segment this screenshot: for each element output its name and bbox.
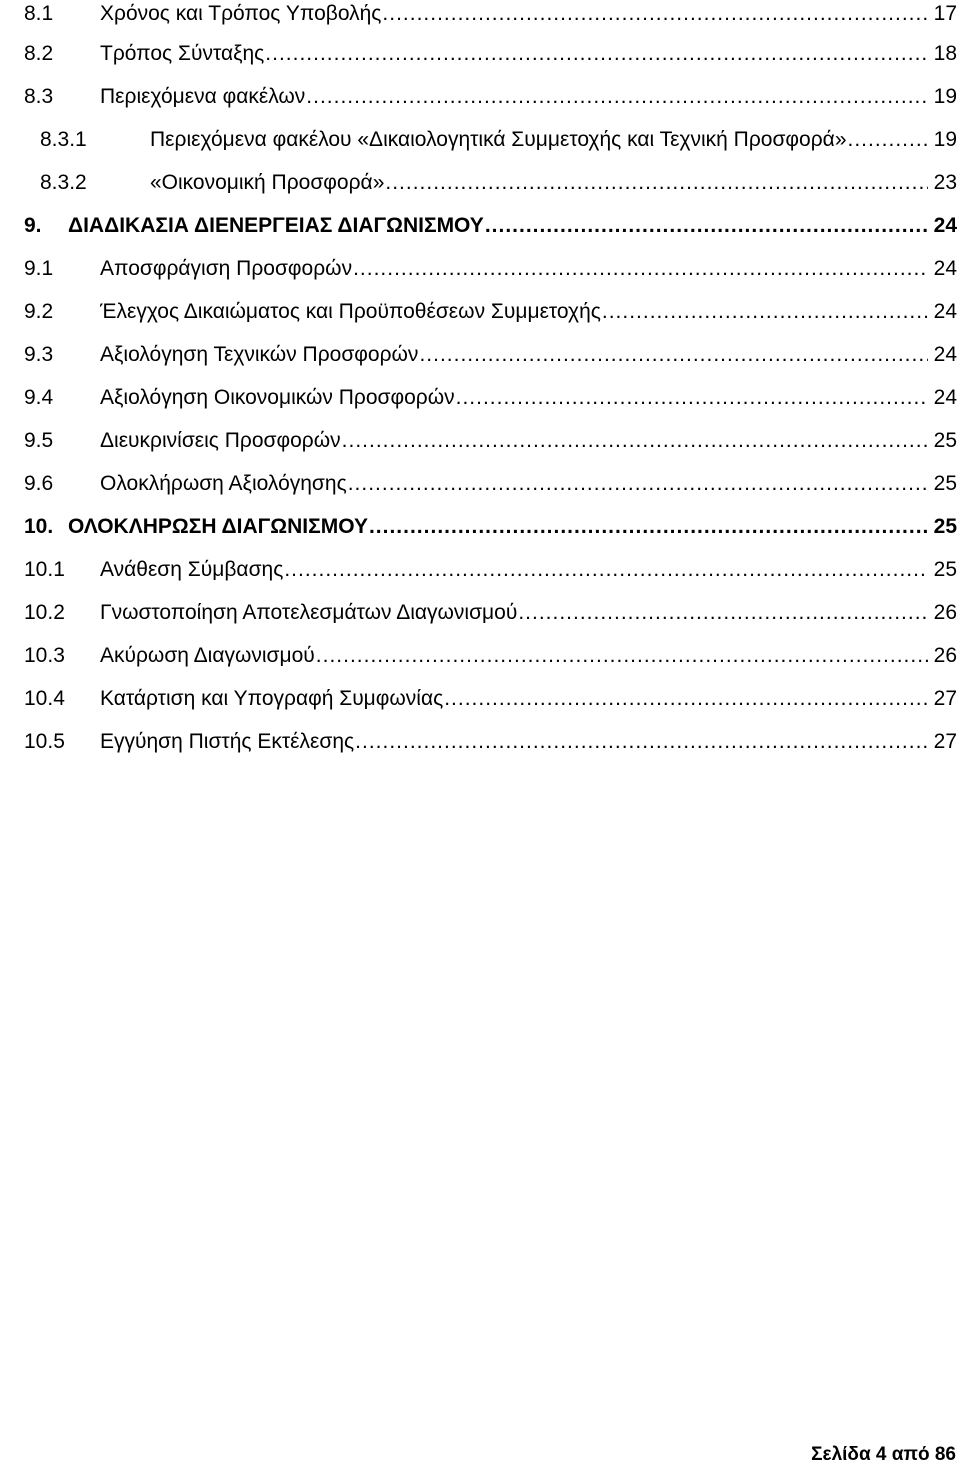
toc-leader [265, 40, 927, 68]
toc-leader [316, 642, 928, 670]
toc-entry[interactable] [24, 642, 960, 670]
toc-number: 9.3 [24, 343, 54, 366]
toc-page: 23 [933, 171, 957, 194]
toc-page: 26 [933, 644, 957, 667]
toc-entry[interactable] [24, 83, 960, 111]
toc-leader [485, 212, 928, 240]
toc-title: Περιεχόμενα φακέλων [100, 85, 306, 108]
toc-page: 25 [933, 515, 957, 538]
toc-title: Διευκρινίσεις Προσφορών [100, 429, 341, 452]
toc-page: 25 [933, 472, 957, 495]
toc-leader [518, 599, 927, 627]
toc-leader [342, 427, 928, 455]
toc-entry[interactable] [24, 298, 960, 326]
toc-title: Ολοκλήρωση Αξιολόγησης [100, 472, 347, 495]
toc-page: 24 [933, 214, 957, 237]
toc-title: ΟΛΟΚΛΗΡΩΣΗ ΔΙΑΓΩΝΙΣΜΟΥ [68, 515, 368, 538]
toc-title: Κατάρτιση και Υπογραφή Συμφωνίας [100, 687, 444, 710]
toc-entry[interactable] [24, 599, 960, 627]
toc-title: Έλεγχος Δικαιώματος και Προϋποθέσεων Συμμετοχής [100, 300, 601, 323]
toc-leader [382, 0, 927, 28]
toc-title: Ακύρωση Διαγωνισμού [100, 644, 315, 667]
toc-page: 19 [933, 85, 957, 108]
toc-leader [444, 685, 927, 713]
toc-entry[interactable] [24, 427, 960, 455]
toc-number: 10.5 [24, 730, 65, 753]
toc-leader [348, 470, 928, 498]
toc-entry[interactable] [24, 255, 960, 283]
toc-number: 9.1 [24, 257, 54, 280]
toc-leader [848, 126, 928, 154]
toc-leader [306, 83, 927, 111]
toc-page: 24 [933, 386, 957, 409]
toc-number: 10.4 [24, 687, 65, 710]
toc-entry[interactable] [24, 341, 960, 369]
toc-entry[interactable] [24, 212, 960, 240]
toc-leader [355, 728, 927, 756]
toc-page: 19 [933, 128, 957, 151]
toc-title: ΔΙΑΔΙΚΑΣΙΑ ΔΙΕΝΕΡΓΕΙΑΣ ΔΙΑΓΩΝΙΣΜΟΥ [68, 214, 484, 237]
toc-entry[interactable] [40, 126, 960, 154]
toc-page: 24 [933, 257, 957, 280]
toc-leader [353, 255, 928, 283]
toc-leader [456, 384, 928, 412]
toc-title: Περιεχόμενα φακέλου «Δικαιολογητικά Συμμετοχής και Τεχνική Προσφορά» [150, 128, 847, 151]
toc-title: Αξιολόγηση Οικονομικών Προσφορών [100, 386, 455, 409]
toc-number: 8.3.2 [40, 171, 87, 194]
toc-page: 27 [933, 730, 957, 753]
toc-page: 18 [933, 42, 957, 65]
toc-entry[interactable] [24, 40, 960, 68]
toc-title: Χρόνος και Τρόπος Υποβολής [100, 2, 382, 25]
toc-entry[interactable] [24, 513, 960, 541]
toc-page: 25 [933, 558, 957, 581]
toc-title: Ανάθεση Σύμβασης [100, 558, 284, 581]
toc-entry[interactable] [24, 685, 960, 713]
toc-number: 9. [24, 214, 42, 237]
toc-title: «Οικονομική Προσφορά» [150, 171, 385, 194]
toc-page: 24 [933, 343, 957, 366]
toc-page: 17 [933, 2, 957, 25]
toc-number: 10. [24, 515, 54, 538]
toc-entry[interactable] [24, 470, 960, 498]
toc-number: 9.4 [24, 386, 54, 409]
toc-number: 9.5 [24, 429, 54, 452]
toc-leader [369, 513, 928, 541]
toc-number: 8.3 [24, 85, 54, 108]
toc-number: 9.6 [24, 472, 54, 495]
toc-entry[interactable] [24, 384, 960, 412]
page-footer: Σελίδα 4 από 86 [811, 1444, 956, 1465]
toc-leader [602, 298, 928, 326]
toc-leader [385, 169, 927, 197]
toc-entry[interactable] [24, 0, 960, 28]
toc-entry[interactable] [24, 556, 960, 584]
toc-page: 27 [933, 687, 957, 710]
toc-title: Γνωστοποίηση Αποτελεσμάτων Διαγωνισμού [100, 601, 518, 624]
toc-number: 8.1 [24, 2, 54, 25]
toc-number: 10.2 [24, 601, 65, 624]
toc-page: 24 [933, 300, 957, 323]
toc-title: Εγγύηση Πιστής Εκτέλεσης [100, 730, 355, 753]
toc-title: Τρόπος Σύνταξης [100, 42, 265, 65]
toc-entry[interactable] [40, 169, 960, 197]
toc-number: 10.1 [24, 558, 65, 581]
toc-number: 8.2 [24, 42, 54, 65]
toc-number: 10.3 [24, 644, 65, 667]
toc-leader [419, 341, 927, 369]
toc-title: Αξιολόγηση Τεχνικών Προσφορών [100, 343, 419, 366]
toc-number: 9.2 [24, 300, 54, 323]
toc-title: Αποσφράγιση Προσφορών [100, 257, 353, 280]
toc-number: 8.3.1 [40, 128, 87, 151]
toc-entry[interactable] [24, 728, 960, 756]
toc-page: 25 [933, 429, 957, 452]
toc-leader [284, 556, 927, 584]
toc-page: 26 [933, 601, 957, 624]
